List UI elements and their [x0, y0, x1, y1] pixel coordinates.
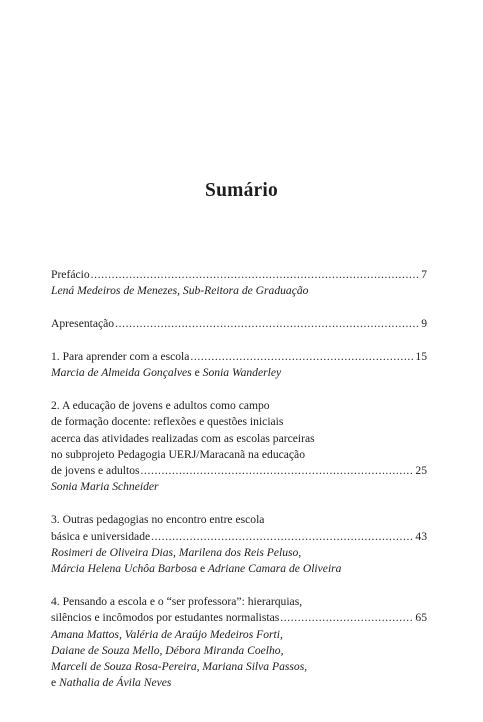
toc-entry-heading[interactable]	[51, 267, 427, 283]
page-number: 15	[415, 349, 427, 363]
author-name: Márcia Helena Uchôa Barbosa	[51, 562, 198, 576]
entry-title-line: 3. Outras pedagogias no encontro entre escola	[51, 513, 265, 527]
toc-entry-chapter-2	[51, 398, 427, 496]
entry-author: Lená Medeiros de Menezes, Sub-Reitora de Graduação	[51, 284, 309, 298]
page-number: 25	[415, 464, 427, 478]
page-number: 9	[421, 317, 427, 331]
dot-leader	[190, 349, 414, 365]
entry-authors	[51, 561, 427, 577]
page-number: 7	[421, 268, 427, 281]
page-title: Sumário	[205, 180, 278, 201]
table-of-contents	[51, 267, 427, 692]
author-conjunction: e	[199, 562, 206, 576]
dot-leader	[141, 463, 415, 479]
dot-leader	[115, 316, 420, 332]
entry-title-line: de formação docente: reflexões e questões iniciais	[51, 415, 284, 429]
entry-author: Sonia Maria Schneider	[51, 480, 159, 494]
toc-entry-heading[interactable]	[51, 463, 427, 479]
dot-leader	[91, 267, 421, 283]
dot-leader	[280, 610, 414, 626]
entry-author-line: Daiane de Souza Mello, Débora Miranda Coelho,	[51, 643, 284, 657]
entry-title: Apresentação	[51, 317, 115, 331]
entry-title: 1. Para aprender com a escola	[51, 349, 190, 363]
author-name: Marcia de Almeida Gonçalves	[51, 366, 192, 380]
entry-title-line: 4. Pensando a escola e o “ser professora”: hierarquias,	[51, 594, 303, 608]
toc-entry-heading[interactable]	[51, 349, 427, 365]
entry-title-line: silêncios e incômodos por estudantes normalistas	[51, 611, 280, 625]
entry-title-line: básica e universidade	[51, 529, 151, 543]
entry-title: Prefácio	[51, 268, 90, 281]
author-conjunction: e	[51, 676, 57, 690]
page-number: 65	[415, 611, 427, 625]
toc-entry-chapter-3	[51, 512, 427, 577]
toc-entry-heading[interactable]	[51, 529, 427, 545]
entry-title-line: de jovens e adultos	[51, 464, 140, 478]
toc-entry-preface	[51, 267, 427, 300]
entry-author-line: Rosimeri de Oliveira Dias, Marilena dos Reis Peluso,	[51, 545, 302, 559]
toc-entry-heading[interactable]	[51, 316, 427, 332]
entry-title-line: 2. A educação de jovens e adultos como campo	[51, 398, 270, 412]
entry-author-line: Amana Mattos, Valéria de Araújo Medeiros Forti,	[51, 627, 283, 641]
author-name: Adriane Camara de Oliveira	[207, 562, 342, 576]
author-name: Nathalia de Ávila Neves	[59, 676, 172, 690]
toc-entry-presentation	[51, 316, 427, 332]
page-number: 43	[415, 529, 427, 543]
toc-entry-heading[interactable]	[51, 610, 427, 626]
entry-author-line: Marceli de Souza Rosa-Pereira, Mariana Silva Passos,	[51, 660, 308, 674]
toc-entry-chapter-4	[51, 594, 427, 692]
author-name: Sonia Wanderley	[202, 366, 282, 380]
dot-leader	[151, 529, 414, 545]
toc-entry-chapter-1	[51, 349, 427, 382]
entry-title-line: acerca das atividades realizadas com as escolas parceiras	[51, 431, 315, 445]
author-conjunction: e	[194, 366, 200, 380]
entry-authors	[51, 365, 427, 381]
entry-authors	[51, 675, 427, 691]
entry-title-line: no subprojeto Pedagogia UERJ/Maracanã na educação	[51, 447, 306, 461]
